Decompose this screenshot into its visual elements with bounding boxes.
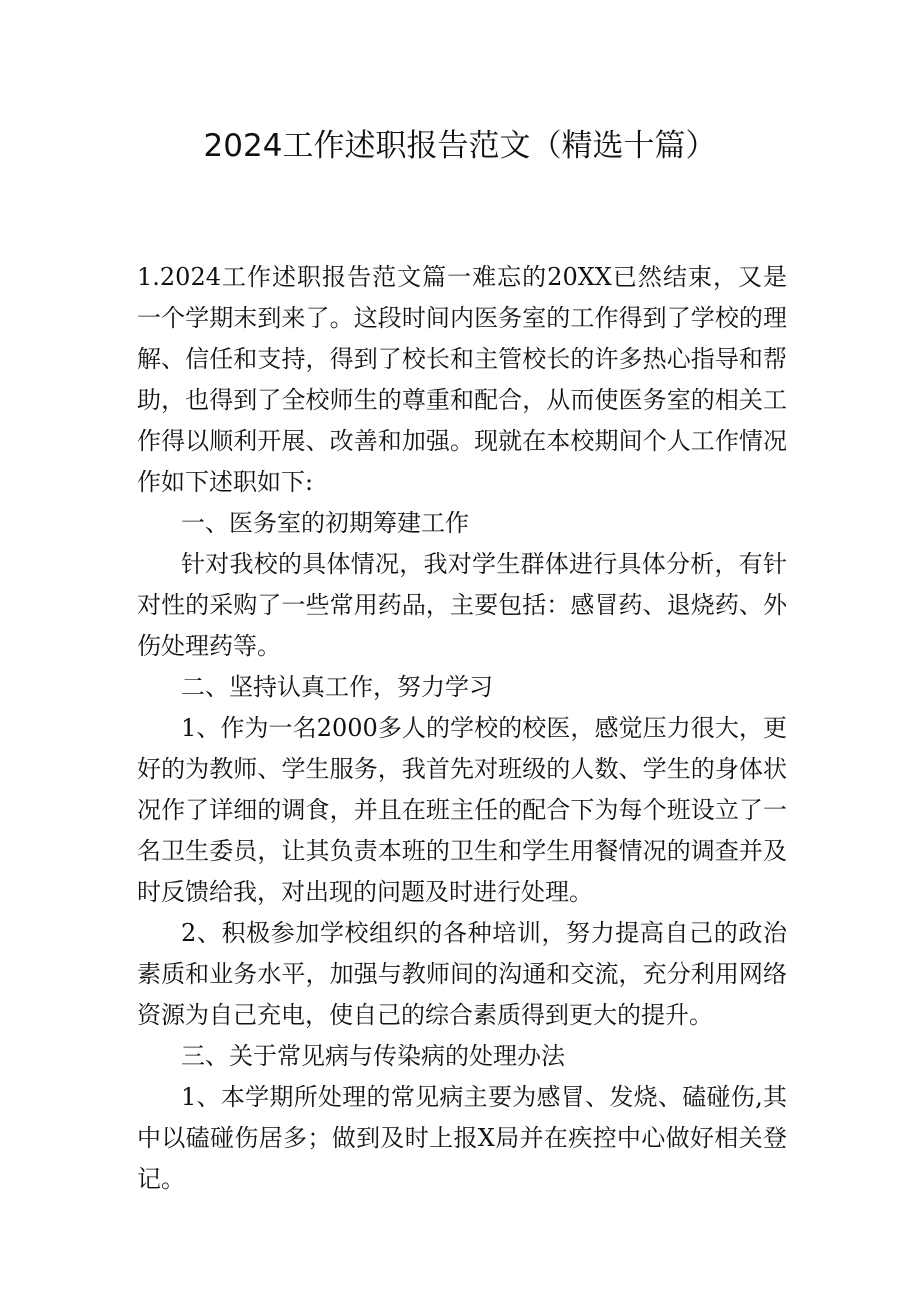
paragraph-point-2: 2、积极参加学校组织的各种培训，努力提高自己的政治素质和业务水平，加强与教师间的沟通和交流，充分利用网络资源为自己充电，使自己的综合素质得到更大的提升。 xyxy=(137,919,787,1029)
paragraph-common-illness: 1、本学期所处理的常见病主要为感冒、发烧、磕碰伤,其中以磕碰伤居多；做到及时上报X局并在疾控中心做好相关登记。 xyxy=(137,1083,787,1193)
document-body xyxy=(137,257,787,1200)
section-heading-3: 三、关于常见病与传染病的处理办法 xyxy=(181,1042,565,1070)
paragraph-intro: 1.2024工作述职报告范文篇一难忘的20XX已然结束，又是一个学期末到来了。这段时间内医务室的工作得到了学校的理解、信任和支持，得到了校长和主管校长的许多热心指导和帮助，也得到了全校师生的尊重和配合，从而使医务室的相关工作得以顺利开展、改善和加强。现就在本校期间个人工作情况作如下述职如下: xyxy=(137,263,787,496)
paragraph-point-1: 1、作为一名2000多人的学校的校医，感觉压力很大，更好的为教师、学生服务，我首先对班级的人数、学生的身体状况作了详细的调食，并且在班主任的配合下为每个班设立了一名卫生委员，让其负责本班的卫生和学生用餐情况的调查并及时反馈给我，对出现的问题及时进行处理。 xyxy=(137,714,787,906)
section-heading-2: 二、坚持认真工作，努力学习 xyxy=(181,673,493,701)
paragraph-medicine-purchase: 针对我校的具体情况，我对学生群体进行具体分析，有针对性的采购了一些常用药品，主要包括：感冒药、退烧药、外伤处理药等。 xyxy=(137,550,787,660)
section-heading-1: 一、医务室的初期筹建工作 xyxy=(181,509,469,537)
document-title: 2024工作述职报告范文（精选十篇） xyxy=(203,128,717,164)
